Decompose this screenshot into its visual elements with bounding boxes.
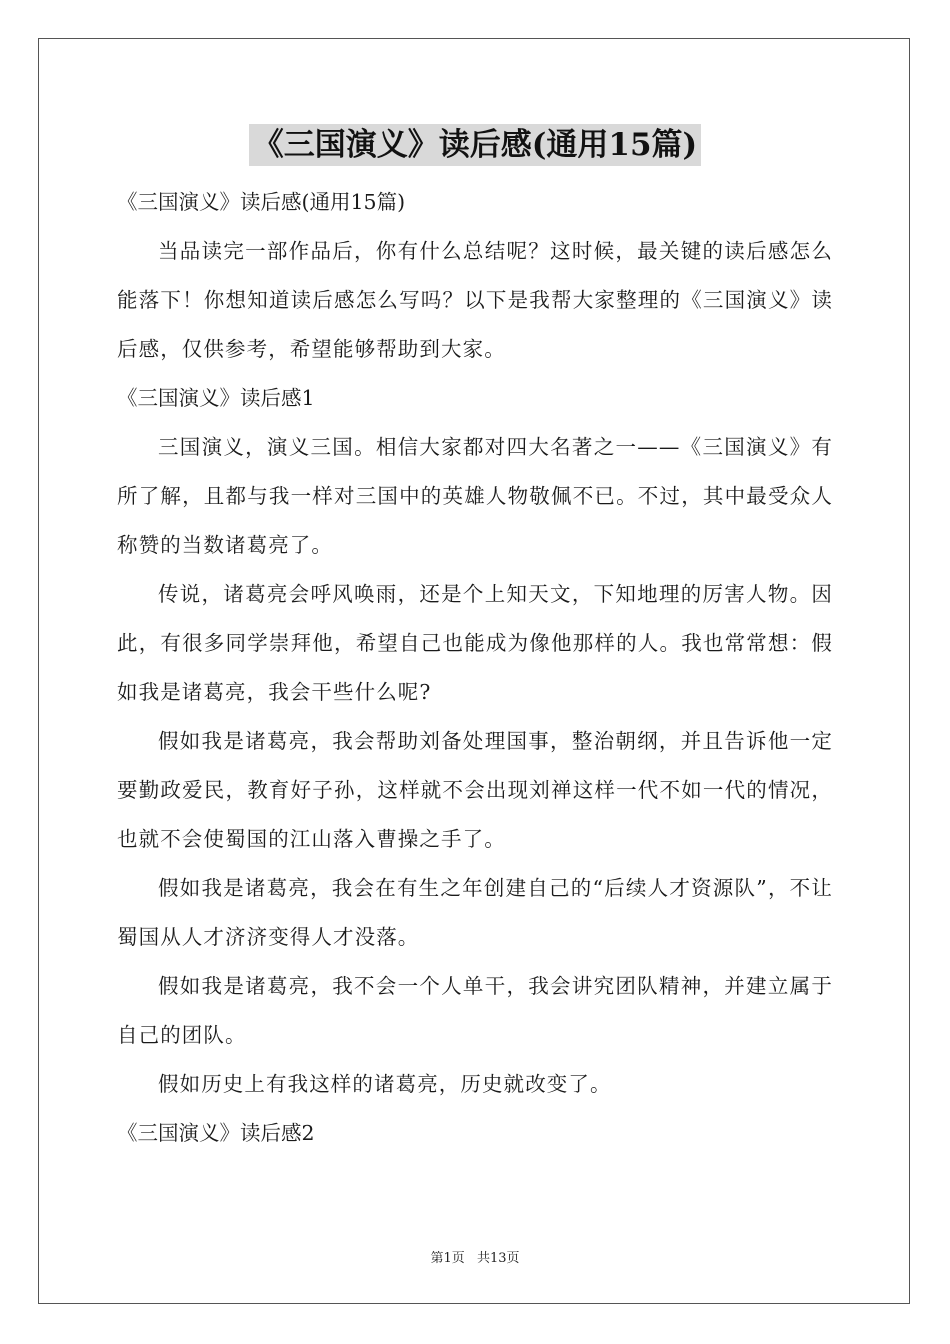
paragraph: 假如历史上有我这样的诸葛亮，历史就改变了。: [158, 1072, 612, 1096]
document-title: 《三国演义》读后感(通用15篇): [249, 124, 701, 166]
section-heading-1: 《三国演义》读后感1: [117, 386, 315, 410]
page-footer: [0, 1247, 950, 1266]
paragraph: 传说，诸葛亮会呼风唤雨，还是个上知天文，下知地理的厉害人物。因此，有很多同学崇拜他，希望自己也能成为像他那样的人。我也常常想：假如我是诸葛亮，我会干些什么呢?: [117, 582, 833, 704]
subtitle-line: 《三国演义》读后感(通用15篇): [117, 190, 406, 214]
intro-paragraph: 当品读完一部作品后，你有什么总结呢？这时候，最关键的读后感怎么能落下！你想知道读后感怎么写吗？以下是我帮大家整理的《三国演义》读后感，仅供参考，希望能够帮助到大家。: [117, 239, 833, 361]
page-total: 共13页: [476, 1251, 520, 1266]
title-container: [0, 124, 950, 166]
paragraph: 假如我是诸葛亮，我不会一个人单干，我会讲究团队精神，并建立属于自己的团队。: [117, 974, 833, 1047]
page-number: 第1页: [430, 1251, 465, 1266]
paragraph: 三国演义，演义三国。相信大家都对四大名著之一——《三国演义》有所了解，且都与我一样对三国中的英雄人物敬佩不已。不过，其中最受众人称赞的当数诸葛亮了。: [117, 435, 833, 557]
paragraph: 假如我是诸葛亮，我会帮助刘备处理国事，整治朝纲，并且告诉他一定要勤政爱民，教育好子孙，这样就不会出现刘禅这样一代不如一代的情况，也就不会使蜀国的江山落入曹操之手了。: [117, 729, 833, 851]
section-heading-2: 《三国演义》读后感2: [117, 1121, 315, 1145]
paragraph: 假如我是诸葛亮，我会在有生之年创建自己的“后续人才资源队”，不让蜀国从人才济济变得人才没落。: [117, 876, 833, 949]
document-body: [117, 178, 833, 1158]
